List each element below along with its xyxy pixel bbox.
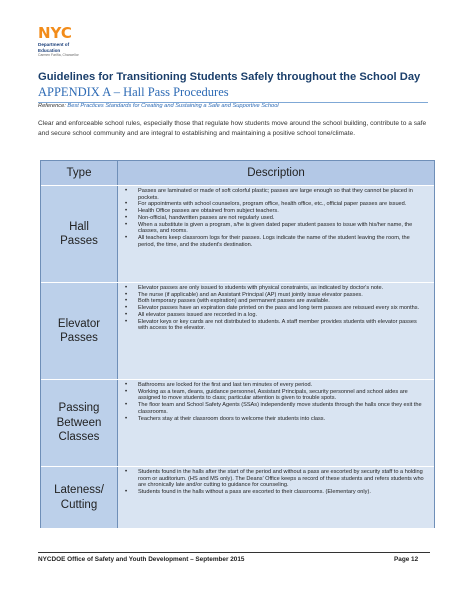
row-description	[118, 186, 434, 282]
header-description: Description	[118, 161, 434, 185]
type-line: Classes	[58, 431, 100, 444]
type-line: Hall	[69, 220, 89, 233]
type-line: Cutting	[60, 498, 98, 511]
nyc-logo-mark: NYC	[38, 24, 72, 42]
logo-chancellor: Carmen Fariña, Chancellor	[38, 53, 79, 57]
nyc-doe-logo	[38, 26, 79, 57]
list-item: • For appointments with school counselors, program office, health office, etc., official paper passes are issued.	[122, 201, 428, 208]
row-type-elevator-passes	[41, 283, 118, 379]
reference-text: Best Practices Standards for Creating and Sustaining a Safe and Supportive School	[67, 103, 279, 109]
document-title: Guidelines for Transitioning Students Safely throughout the School Day	[38, 71, 421, 83]
list-item: • Bathrooms are locked for the first and last ten minutes of every period.	[122, 382, 428, 389]
appendix-title: APPENDIX A – Hall Pass Procedures	[38, 85, 428, 103]
reference-label: Reference:	[38, 103, 66, 109]
table-row	[41, 379, 434, 466]
list-item: • Health Office passes are obtained from subject teachers.	[122, 208, 428, 215]
intro-paragraph: Clear and enforceable school rules, especially those that regulate how students move around the school building, contribute to a safe and secure school community and are integral to establishing and maintaining a positive school tone/climate.	[38, 120, 427, 137]
type-line: Passing	[58, 402, 100, 415]
table-row	[41, 466, 434, 528]
list-item: • Both temporary passes (with expiration) and permanent passes are available.	[122, 298, 428, 305]
list-item: • All teachers keep classroom logs for their passes. Logs indicate the name of the student leaving the room, the period, the time, and the student's destination.	[122, 235, 428, 248]
list-item: • When a substitute is given a program, s/he is given dated paper student passes to issue with his/her name, the classes, and rooms.	[122, 222, 428, 235]
row-type-lateness-cutting	[41, 467, 118, 528]
table-row	[41, 185, 434, 282]
list-item: • Teachers stay at their classroom doors to welcome their students into class.	[122, 416, 428, 423]
footer-office: NYCDOE Office of Safety and Youth Development – September 2015	[38, 556, 245, 563]
list-item: • Non-official, handwritten passes are not regularly used.	[122, 215, 428, 222]
table-header-row	[41, 161, 434, 185]
list-item: • Working as a team, deans, guidance personnel, Assistant Principals, security personnel and school aides are assigned to move students to class; particular attention is given to trouble spots.	[122, 389, 428, 402]
list-item: • Students found in the halls after the start of the period and without a pass are escorted by security staff to a holding room or auditorium. (HS and MS only). The Deans' Office keeps a record of these students and refers students who are chronically late and/or cutting to guidance for counseling.	[122, 469, 428, 489]
list-item: • Passes are laminated or made of soft colorful plastic; passes are large enough so that they cannot be placed in pockets.	[122, 188, 428, 201]
list-item: • Elevator passes are only issued to students with physical constraints, as indicated by doctor's note.	[122, 285, 428, 292]
list-item: • All elevator passes issued are recorded in a log.	[122, 312, 428, 319]
footer-divider	[38, 552, 430, 553]
list-item: • Students found in the halls without a pass are escorted to their classrooms. (Elementary only).	[122, 489, 428, 496]
type-line: Lateness/	[54, 484, 104, 496]
row-description	[118, 467, 434, 528]
type-line: Between	[56, 416, 102, 429]
list-item: • Elevator keys or key cards are not distributed to students. A staff member provides students with elevator passes with access to the elevator.	[122, 319, 428, 332]
list-item: • The floor team and School Safety Agents (SSAs) independently move students through the halls once they exit the classrooms.	[122, 402, 428, 415]
row-description	[118, 380, 434, 466]
logo-department-line2: Education	[38, 48, 61, 53]
header-type: Type	[41, 161, 118, 185]
type-line: Passes	[60, 332, 98, 344]
list-item: • The nurse (if applicable) and an Assistant Principal (AP) must jointly issue elevator passes.	[122, 292, 428, 299]
table-row	[41, 282, 434, 379]
list-item: • Elevator passes have an expiration date printed on the pass and long term passes are reissued every six months.	[122, 305, 428, 312]
hall-pass-table	[40, 160, 435, 528]
row-type-passing-between-classes	[41, 380, 118, 466]
reference-line	[38, 103, 438, 109]
type-line: Elevator	[57, 317, 101, 330]
page-number: Page 12	[394, 556, 419, 563]
type-line: Passes	[60, 235, 98, 247]
logo-department-line1: Department of	[38, 42, 70, 47]
row-type-hall-passes	[41, 186, 118, 282]
row-description	[118, 283, 434, 379]
